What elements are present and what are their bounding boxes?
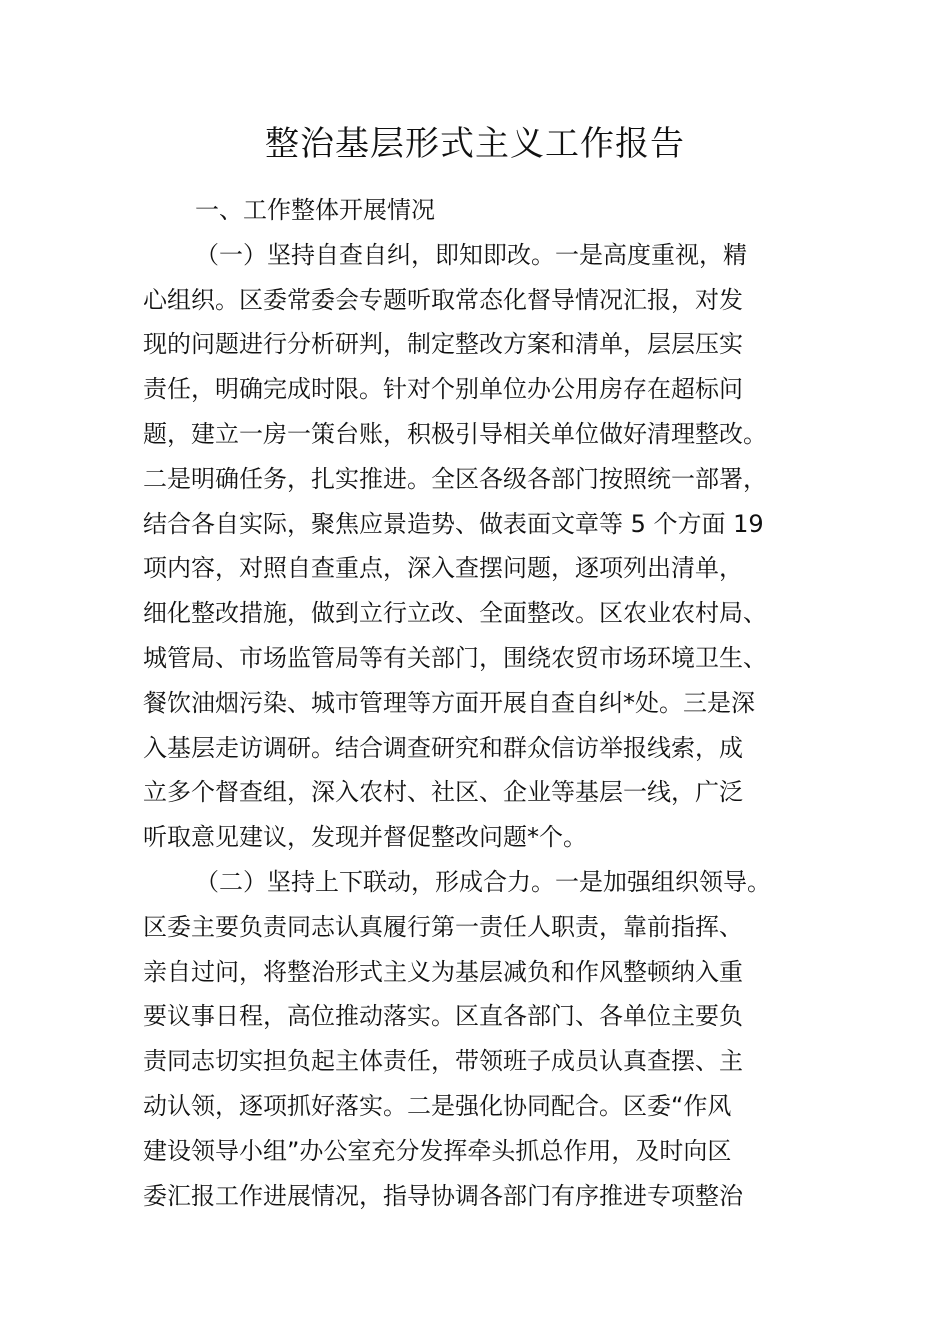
paragraph-1-line: 听取意见建议，发现并督促整改问题*个。 (143, 823, 587, 852)
paragraph-2-line: 责同志切实担负起主体责任，带领班子成员认真查摆、主 (143, 1047, 743, 1076)
paragraph-2-line: 要议事日程，高位推动落实。区直各部门、各单位主要负 (143, 1002, 743, 1031)
document-body (143, 188, 809, 1218)
paragraph-1-line: 责任，明确完成时限。针对个别单位办公用房存在超标问 (143, 375, 743, 404)
paragraph-1-line: 现的问题进行分析研判，制定整改方案和清单，层层压实 (143, 330, 743, 359)
paragraph-1-line: 细化整改措施，做到立行立改、全面整改。区农业农村局、 (143, 599, 767, 628)
paragraph-1-line: 题，建立一房一策台账，积极引导相关单位做好清理整改。 (143, 419, 767, 448)
paragraph-1-line: 项内容，对照自查重点，深入查摆问题，逐项列出清单， (143, 554, 743, 583)
paragraph-1-line: 城管局、市场监管局等有关部门，围绕农贸市场环境卫生、 (143, 643, 767, 672)
paragraph-1-line: 立多个督查组，深入农村、社区、企业等基层一线，广泛 (143, 778, 743, 807)
paragraph-1-line: 二是明确任务，扎实推进。全区各级各部门按照统一部署， (143, 464, 767, 493)
paragraph-2-line: 区委主要负责同志认真履行第一责任人职责，靠前指挥、 (143, 912, 743, 941)
paragraph-2-line: 建设领导小组”办公室充分发挥牵头抓总作用，及时向区 (143, 1136, 732, 1165)
paragraph-2-line: 亲自过问，将整治形式主义为基层减负和作风整顿纳入重 (143, 957, 743, 986)
paragraph-2-line: 委汇报工作进展情况，指导协调各部门有序推进专项整治 (143, 1181, 743, 1210)
paragraph-1-line: 入基层走访调研。结合调查研究和群众信访举报线索，成 (143, 733, 743, 762)
paragraph-1-line: 心组织。区委常委会专题听取常态化督导情况汇报，对发 (143, 285, 743, 314)
paragraph-1-line: 结合各自实际，聚焦应景造势、做表面文章等 5 个方面 19 (143, 509, 764, 538)
paragraph-2-line: 动认领，逐项抓好落实。二是强化协同配合。区委“作风 (143, 1091, 732, 1120)
paragraph-1 (143, 233, 809, 860)
document-title: 整治基层形式主义工作报告 (265, 124, 685, 164)
paragraph-2-line: （二）坚持上下联动，形成合力。一是加强组织领导。 (195, 867, 771, 896)
section-heading: 一、工作整体开展情况 (195, 196, 435, 224)
paragraph-1-line: 餐饮油烟污染、城市管理等方面开展自查自纠*处。三是深 (143, 688, 755, 717)
paragraph-1-line: （一）坚持自查自纠，即知即改。一是高度重视，精 (195, 240, 747, 269)
paragraph-2 (143, 860, 809, 1218)
